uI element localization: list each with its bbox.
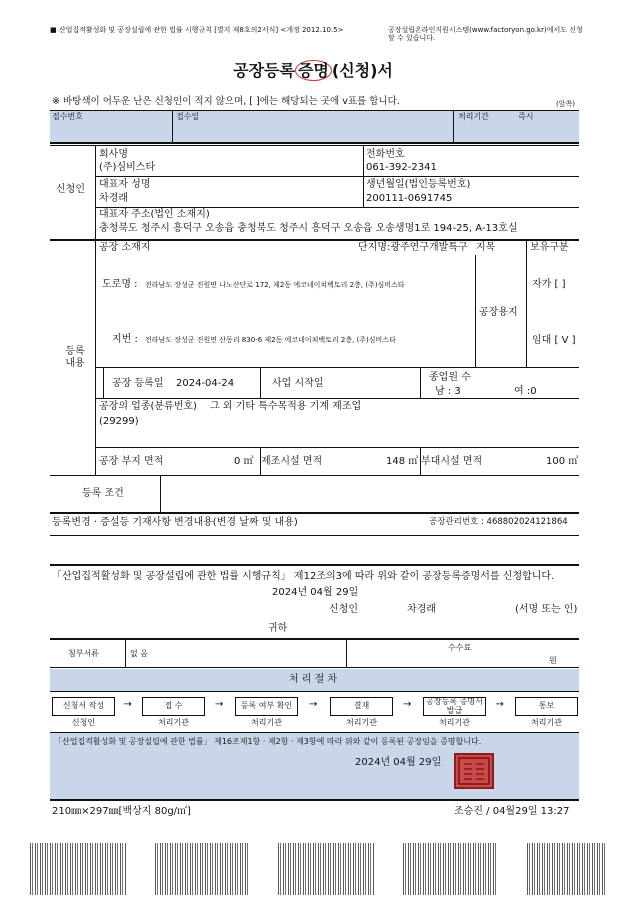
change-history-label: 등록변경 · 증설등 기재사항 변경내용(변경 날짜 및 내용): [52, 517, 298, 528]
process-step-box: 통보: [515, 697, 578, 716]
process-arrow-icon: →: [403, 699, 412, 710]
official-seal: [454, 753, 494, 789]
district-label: 지목: [476, 242, 496, 253]
applicant-section-label: 신청인: [56, 184, 85, 195]
certification-text: 「산업집적활성화 및 공장설립에 관한 법률」 제16조제1항 · 제2항 · 제3항에 따라 위와 같이 등록된 공장임을 증명합니다.: [54, 737, 482, 746]
company-value: (주)심비스타: [99, 162, 156, 173]
process-arrow-icon: →: [123, 699, 132, 710]
signature-note: (서명 또는 인): [515, 604, 578, 615]
registration-section-label: 등록 내용: [65, 346, 85, 369]
process-title: 처 리 절 차: [288, 674, 338, 685]
issuer-info: 조승진 / 04월29일 13:27: [454, 806, 570, 817]
request-statement: 「산업집적활성화 및 공장설립에 관한 법률 시행규칙」 제12조의3에 따라 위와 같이 공장등록증명서를 신청합니다.: [52, 571, 555, 582]
process-step-actor: 처리기관: [158, 718, 189, 727]
representative-label: 대표자 성명: [99, 179, 151, 190]
process-step-box: 접 수: [142, 697, 205, 716]
system-note: 공장설립온라인지원시스템(www.factoryon.go.kr)에서도 신청할 수 있습니다.: [388, 26, 583, 43]
process-step-actor: 처리기관: [439, 718, 470, 727]
process-step-actor: 신청인: [71, 718, 96, 727]
manufacturing-area-value: 148 ㎡: [386, 456, 419, 467]
page-title: [0, 58, 626, 81]
business-start-label: 사업 시작일: [272, 378, 324, 389]
title-part-2: 증명: [295, 60, 332, 81]
complex-name: 단지명:광주연구개발특구: [358, 242, 468, 253]
site-area-value: 0 ㎡: [234, 456, 254, 467]
address-label: 대표자 주소(법인 소재지): [99, 209, 210, 220]
male-employees: 남 : 3: [435, 386, 461, 397]
lot-address-value: 전라남도 장성군 진원면 산동리 830-6 제2동 에코네이쳐백토리 2층, (주)심비스타: [145, 336, 396, 344]
receipt-shade: [50, 111, 579, 142]
management-number: 공장관리번호 : 468802024121864: [429, 517, 568, 527]
industry-value: 그 외 기타 특수목적용 기계 제조업: [210, 401, 362, 412]
process-step-actor: 처리기관: [531, 718, 562, 727]
signer-name: 차경래: [407, 604, 436, 615]
official-seal-graphic: [456, 755, 492, 787]
process-step-box: 공장등록 증명서발급: [423, 697, 486, 716]
processing-period-label: 처리기간: [458, 112, 489, 121]
page-side-label: (앞쪽): [556, 100, 575, 108]
barcode-3: [278, 843, 375, 895]
barcode-1: [30, 843, 127, 895]
land-type-value: 공장용지: [479, 307, 518, 318]
request-date: 2024년 04월 29일: [272, 587, 359, 598]
registration-date-label: 공장 등록일: [112, 378, 164, 389]
certification-date: 2024년 04월 29일: [355, 757, 442, 768]
title-part-1: 공장등록: [233, 61, 295, 80]
industry-code: (29299): [99, 416, 139, 427]
road-address-value: 전라남도 장성군 진원면 나노산단로 172, 제2동 에코네이쳐백토리 2층, (주)심비스타: [145, 281, 405, 289]
ownership-label: 보유구분: [530, 242, 569, 253]
lease-option: 임대 [ V ]: [532, 335, 576, 346]
attachments-value: 없 음: [130, 649, 148, 658]
paper-spec: 210㎜×297㎜[백상지 80g/㎡]: [52, 806, 191, 817]
female-employees: 여 :0: [514, 386, 537, 397]
barcode-5: [527, 843, 607, 895]
auxiliary-area-value: 100 ㎡: [546, 456, 579, 467]
registration-date-value: 2024-04-24: [176, 378, 235, 389]
road-address-label: 도로명 :: [102, 279, 138, 290]
receipt-date-label: 접수일: [176, 112, 200, 121]
process-arrow-icon: →: [215, 699, 224, 710]
attachments-label: 첨부서류: [68, 649, 99, 658]
fee-label: 수수료: [448, 643, 472, 652]
instruction-text: ※ 바탕색이 어두운 난은 신청인이 적지 않으며, [ ]에는 해당되는 곳에 v표를 합니다.: [52, 96, 400, 107]
own-option: 자가 [ ]: [532, 279, 566, 290]
location-label: 공장 소재지: [99, 242, 151, 253]
process-step-box: 신청서 작성: [52, 697, 115, 716]
manufacturing-area-label: 제조시설 면적: [261, 456, 323, 467]
process-arrow-icon: →: [309, 699, 318, 710]
process-step-box: 결재: [330, 697, 393, 716]
phone-value: 061-392-2341: [366, 162, 437, 173]
process-step-actor: 처리기관: [251, 718, 282, 727]
law-reference: ■ 산업집적활성화 및 공장설립에 관한 법률 시행규칙 [별지 제8호의2서식] <개정 2012.10.5>: [50, 26, 344, 34]
process-step-actor: 처리기관: [346, 718, 377, 727]
barcode-4: [403, 843, 498, 895]
signer-label: 신청인: [329, 604, 358, 615]
phone-label: 전화번호: [366, 149, 405, 160]
conditions-label: 등록 조건: [82, 488, 124, 499]
fee-unit: 원: [549, 656, 557, 665]
birth-value: 200111-0691745: [366, 193, 453, 204]
receipt-number-label: 접수번호: [52, 112, 83, 121]
company-label: 회사명: [99, 149, 128, 160]
birth-label: 생년월일(법인등록번호): [366, 179, 471, 190]
industry-label: 공장의 업종(분류번호): [99, 401, 197, 412]
site-area-label: 공장 부지 면적: [99, 456, 164, 467]
title-part-3: (신청)서: [331, 61, 393, 80]
lot-address-label: 지번 :: [112, 334, 138, 345]
process-arrow-icon: →: [495, 699, 504, 710]
auxiliary-area-label: 부대시설 면적: [421, 456, 483, 467]
recipient-label: 귀하: [268, 623, 288, 634]
barcode-2: [155, 843, 249, 895]
address-value: 충청북도 청주시 흥덕구 오송읍 충청북도 청주시 흥덕구 오송읍 오송생명1로 194-25, A-13호실: [99, 223, 518, 234]
employees-label: 종업원 수: [429, 372, 471, 383]
processing-period-value: 즉시: [518, 112, 534, 121]
process-step-box: 등록 여부 확인: [235, 697, 298, 716]
representative-value: 차경래: [99, 193, 128, 204]
